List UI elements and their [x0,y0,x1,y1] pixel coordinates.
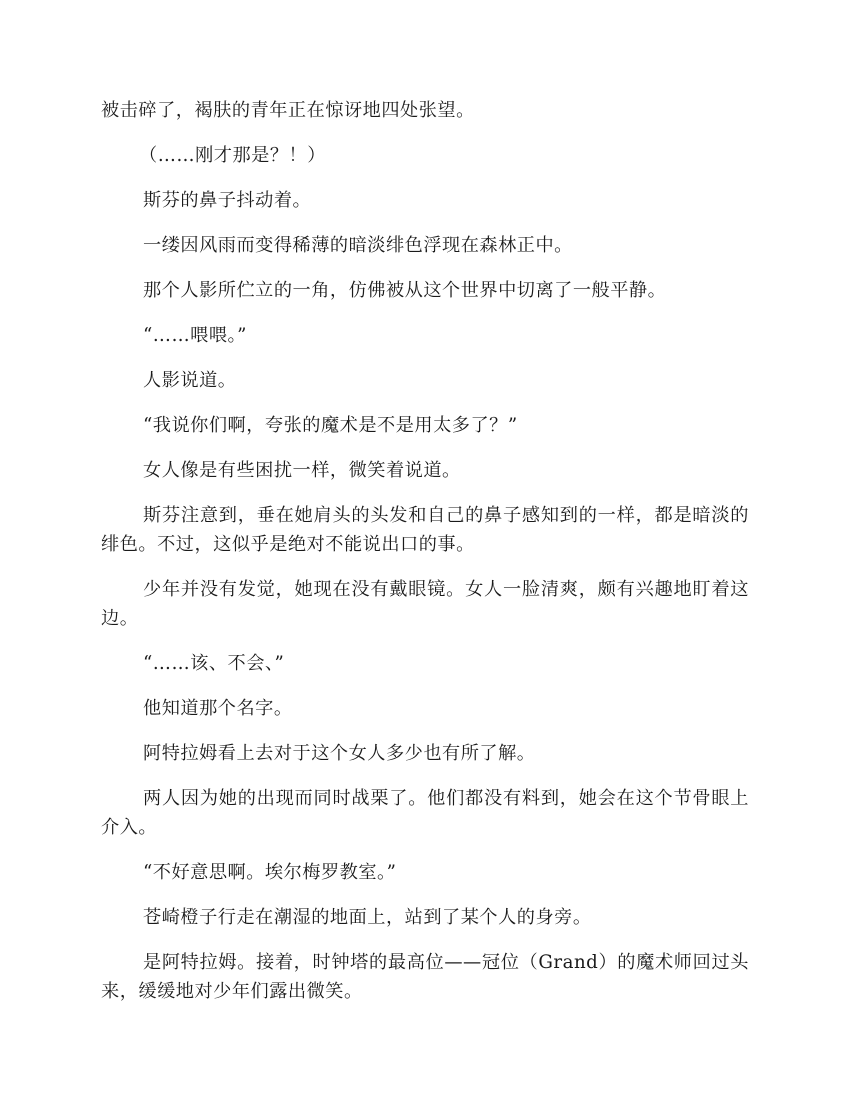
paragraph: 阿特拉姆看上去对于这个女人多少也有所了解。 [143,743,536,764]
paragraph: 斯芬注意到，垂在她肩头的头发和自己的鼻子感知到的一样，都是暗淡的绯色。不过，这似乎是绝对不能说出口的事。 [101,505,749,555]
paragraph: 女人像是有些困扰一样，微笑着说道。 [143,460,461,481]
paragraph: 苍崎橙子行走在潮湿的地面上，站到了某个人的身旁。 [143,907,592,928]
paragraph: “……喂喂。” [143,325,247,346]
paragraph: 被击碎了，褐肤的青年正在惊讶地四处张望。 [101,100,475,121]
paragraph: 两人因为她的出现而同时战栗了。他们都没有料到，她会在这个节骨眼上介入。 [101,788,749,838]
paragraph: “……该、不会、” [143,653,285,674]
paragraph: “不好意思啊。埃尔梅罗教室。” [143,862,397,883]
paragraph: 少年并没有发觉，她现在没有戴眼镜。女人一脸清爽，颇有兴趣地盯着这边。 [101,579,749,629]
paragraph: 是阿特拉姆。接着，时钟塔的最高位——冠位（Grand）的魔术师回过头来，缓缓地对少年们露出微笑。 [101,952,749,1002]
paragraph: （……刚才那是？！） [139,145,326,166]
paragraph: 他知道那个名字。 [143,698,293,719]
text-column [101,96,749,1022]
paragraph: 人影说道。 [143,370,237,391]
paragraph: 那个人影所伫立的一角，仿佛被从这个世界中切离了一般平静。 [143,280,667,301]
paragraph: 斯芬的鼻子抖动着。 [143,190,312,211]
paragraph: “我说你们啊，夸张的魔术是不是用太多了？” [143,415,518,436]
paragraph: 一缕因风雨而变得稀薄的暗淡绯色浮现在森林正中。 [143,235,573,256]
